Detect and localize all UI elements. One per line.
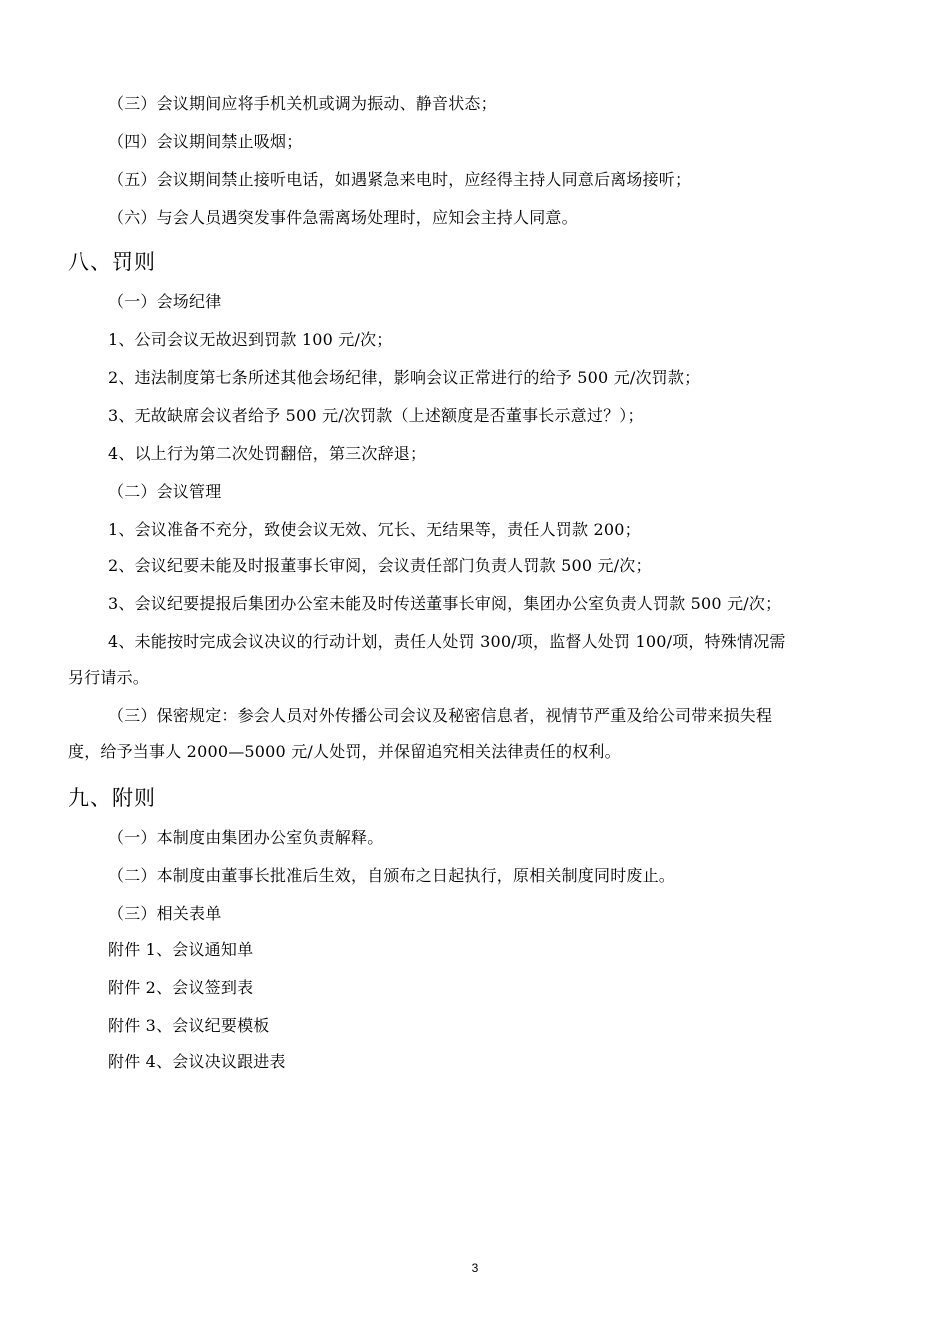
appendix-item-3: （三）相关表单 xyxy=(108,904,222,923)
meeting-rule-5: （五）会议期间禁止接听电话，如遇紧急来电时，应经得主持人同意后离场接听； xyxy=(108,170,692,189)
attachment-3: 附件 3、会议纪要模板 xyxy=(108,1016,270,1035)
appendix-item-2: （二）本制度由董事长批准后生效，自颁布之日起执行，原相关制度同时废止。 xyxy=(108,866,676,885)
penalty-sub2-item-4-cont: 另行请示。 xyxy=(68,668,150,687)
penalty-sub1-item-1: 1、公司会议无故迟到罚款 100 元/次； xyxy=(108,330,393,349)
penalty-sub3-line-2: 度，给予当事人 2000—5000 元/人处罚，并保留追究相关法律责任的权利。 xyxy=(68,742,621,761)
penalty-sub1-item-2: 2、违法制度第七条所述其他会场纪律，影响会议正常进行的给予 500 元/次罚款； xyxy=(108,368,701,387)
penalty-sub3-line-1: （三）保密规定：参会人员对外传播公司会议及秘密信息者，视情节严重及给公司带来损失程 xyxy=(108,706,773,725)
page-number: 3 xyxy=(471,1261,479,1275)
attachment-1: 附件 1、会议通知单 xyxy=(108,940,254,959)
meeting-rule-4: （四）会议期间禁止吸烟； xyxy=(108,132,303,151)
penalty-sub2-title: （二）会议管理 xyxy=(108,482,222,501)
meeting-rule-6: （六）与会人员遇突发事件急需离场处理时，应知会主持人同意。 xyxy=(108,208,578,227)
attachment-2: 附件 2、会议签到表 xyxy=(108,978,254,997)
penalty-sub2-item-1: 1、会议准备不充分，致使会议无效、冗长、无结果等，责任人罚款 200； xyxy=(108,520,641,539)
section-8-heading: 八、罚则 xyxy=(68,250,156,274)
penalty-sub1-item-4: 4、以上行为第二次处罚翻倍，第三次辞退； xyxy=(108,444,427,463)
meeting-rule-3: （三）会议期间应将手机关机或调为振动、静音状态； xyxy=(108,94,497,113)
penalty-sub1-title: （一）会场纪律 xyxy=(108,292,222,311)
penalty-sub1-item-3: 3、无故缺席会议者给予 500 元/次罚款（上述额度是否董事长示意过？）； xyxy=(108,406,644,425)
appendix-item-1: （一）本制度由集团办公室负责解释。 xyxy=(108,828,384,847)
penalty-sub2-item-2: 2、会议纪要未能及时报董事长审阅，会议责任部门负责人罚款 500 元/次； xyxy=(108,556,652,575)
attachment-4: 附件 4、会议决议跟进表 xyxy=(108,1052,286,1071)
penalty-sub2-item-3: 3、会议纪要提报后集团办公室未能及时传送董事长审阅，集团办公室负责人罚款 500 元/次； xyxy=(108,594,782,613)
penalty-sub2-item-4: 4、未能按时完成会议决议的行动计划，责任人处罚 300/项，监督人处罚 100/项，特殊情况需 xyxy=(108,632,786,651)
section-9-heading: 九、附则 xyxy=(68,786,156,810)
